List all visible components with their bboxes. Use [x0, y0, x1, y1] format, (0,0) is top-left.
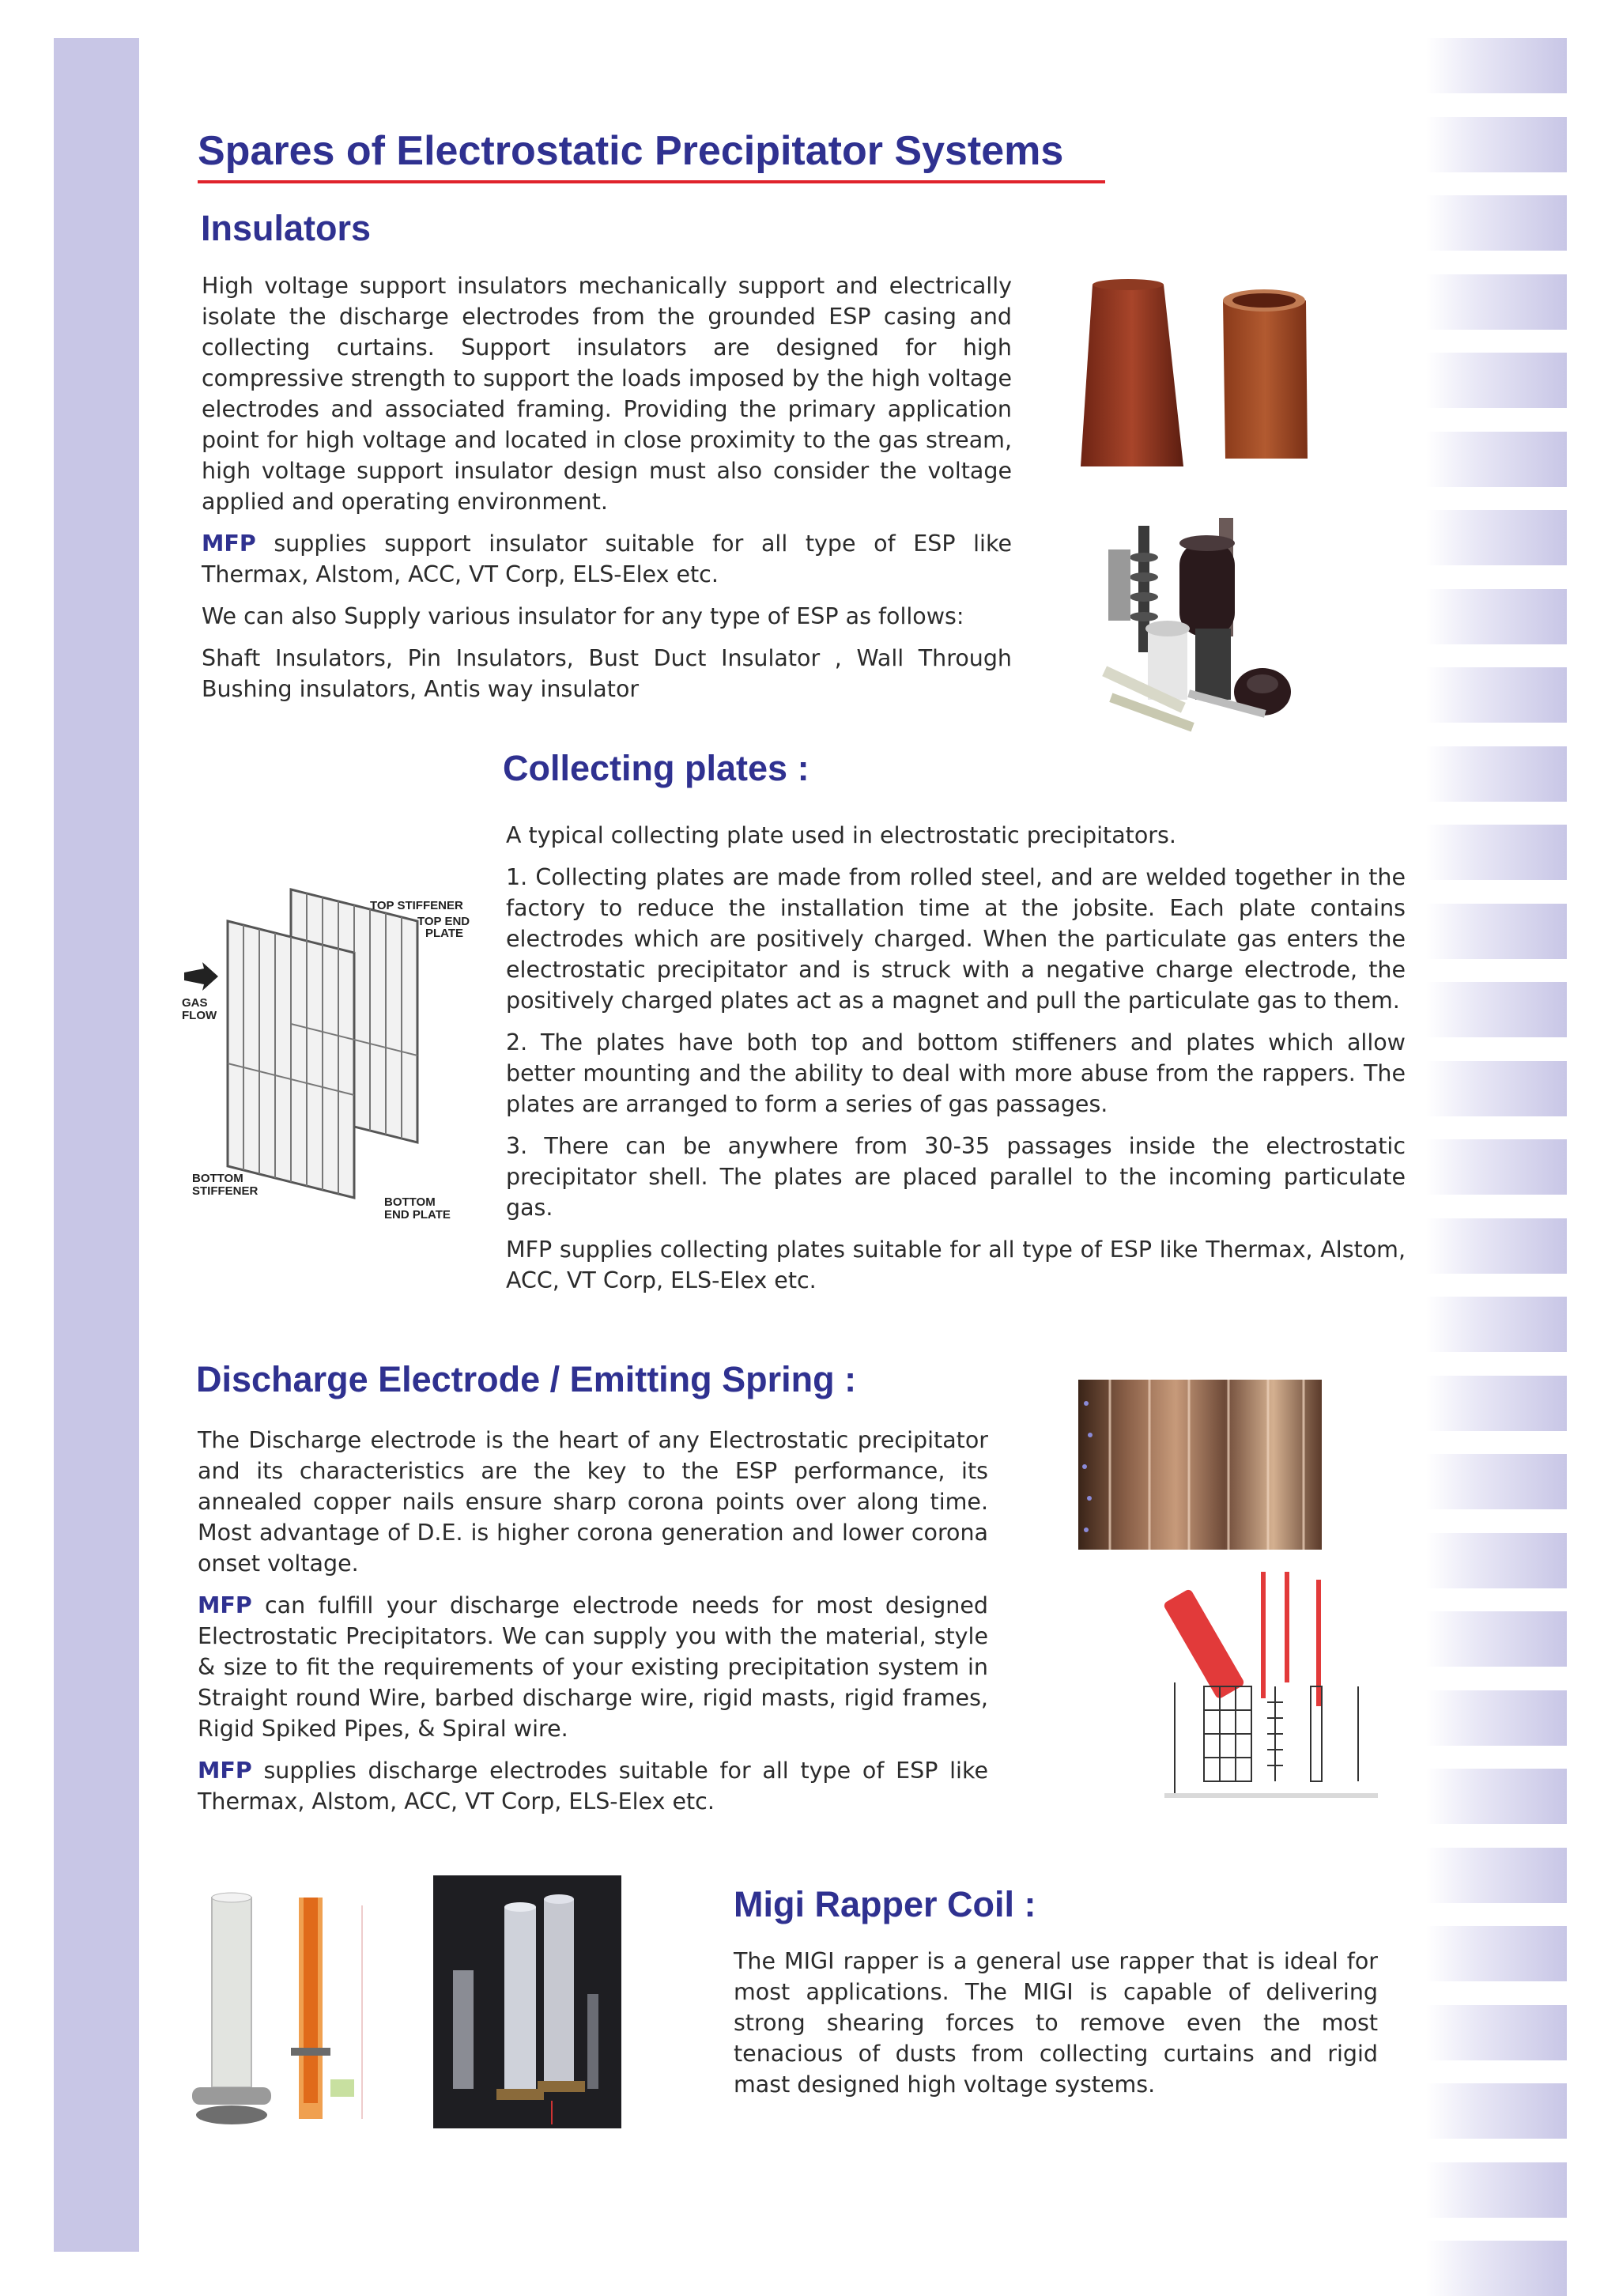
label-bottom-end-plate-1: BOTTOM: [384, 1195, 436, 1209]
migi-rapper-diagram: [188, 1890, 395, 2131]
decorative-stripe: [1426, 38, 1567, 93]
decorative-stripe: [1426, 1611, 1567, 1667]
decorative-stripe: [1426, 1926, 1567, 1981]
discharge-paragraph: The Discharge electrode is the heart of any Electrostatic precipitator and its characteristics are the key to the ESP performance, its annealed copper nails ensure sharp corona points over along time. Most advantage of D.E. is higher corona generation and lower corona onset voltage.: [198, 1427, 988, 1577]
label-top-end-plate-2: PLATE: [425, 927, 464, 940]
insulators-types-list: Shaft Insulators, Pin Insulators, Bust Duct Insulator , Wall Through Bushing insulators, Antis way insulator: [202, 645, 1012, 702]
decorative-stripe: [1426, 1690, 1567, 1746]
decorative-stripe: [1426, 2162, 1567, 2218]
insulators-paragraph: High voltage support insulators mechanically support and electrically isolate the discharge electrodes from the grounded ESP casing and collecting curtains. Support insulators are designed for high compressive strength to support the loads imposed by the high voltage electrodes and associated framing. Providing the primary application point for high voltage and located in close proximity to the gas stream, high voltage support insulator design must also consider the voltage applied and operating environment.: [202, 273, 1012, 515]
right-decorative-stripes: [1426, 38, 1568, 2252]
discharge-supply-paragraph: MFP supplies discharge electrodes suitable for all type of ESP like Thermax, Alstom, ACC, VT Corp, ELS-Elex etc.: [198, 1758, 988, 1815]
insulators-text: [202, 270, 1012, 716]
decorative-stripe: [1426, 667, 1567, 723]
decorative-stripe: [1426, 117, 1567, 172]
decorative-stripe: [1426, 1454, 1567, 1509]
label-top-end-plate-1: TOP END: [417, 915, 470, 928]
label-bottom-stiffener-2: STIFFENER: [192, 1184, 259, 1198]
label-gas-flow-1: GAS: [182, 996, 208, 1010]
migi-rapper-text: [734, 1946, 1378, 2111]
decorative-stripe: [1426, 432, 1567, 487]
insulators-supply-paragraph: MFP supplies support insulator suitable for all type of ESP like Thermax, Alstom, ACC, VT Corp, ELS-Elex etc.: [202, 531, 1012, 587]
label-gas-flow-2: FLOW: [182, 1009, 217, 1022]
collecting-plates-diagram: [180, 874, 481, 1225]
decorative-stripe: [1426, 1139, 1567, 1195]
left-decorative-bar: [54, 38, 139, 2252]
collecting-plates-heading: Collecting plates :: [503, 748, 810, 788]
collecting-plates-text: [506, 820, 1406, 1307]
assorted-insulators-image: [1093, 510, 1298, 747]
decorative-stripe: [1426, 1061, 1567, 1116]
insulators-heading: Insulators: [201, 208, 372, 248]
label-bottom-end-plate-2: END PLATE: [384, 1208, 451, 1222]
decorative-stripe: [1426, 195, 1567, 251]
mfp-label: MFP: [198, 1758, 252, 1784]
label-bottom-stiffener-1: BOTTOM: [192, 1172, 243, 1185]
decorative-stripe: [1426, 1769, 1567, 1824]
decorative-stripe: [1426, 2083, 1567, 2139]
migi-rapper-installation-photo: [433, 1875, 621, 2128]
discharge-electrodes-photo: [1078, 1380, 1322, 1550]
mfp-label: MFP: [202, 531, 256, 557]
decorative-stripe: [1426, 2005, 1567, 2060]
title-underline: [198, 180, 1105, 183]
discharge-electrode-text: [198, 1425, 988, 1828]
collecting-intro: A typical collecting plate used in electrostatic precipitators.: [506, 822, 1176, 848]
decorative-stripe: [1426, 2241, 1567, 2296]
decorative-stripe: [1426, 510, 1567, 565]
collecting-point-3: 3. There can be anywhere from 30-35 passages inside the electrostatic precipitator shell. The plates are placed parallel to the incoming particulate gas.: [506, 1133, 1406, 1221]
decorative-stripe: [1426, 825, 1567, 880]
decorative-stripe: [1426, 1376, 1567, 1431]
page-title: Spares of Electrostatic Precipitator Systems: [198, 128, 1064, 174]
discharge-electrode-types-image: [1160, 1564, 1391, 1864]
label-top-stiffener: TOP STIFFENER: [370, 899, 463, 912]
decorative-stripe: [1426, 1533, 1567, 1588]
decorative-stripe: [1426, 1297, 1567, 1352]
decorative-stripe: [1426, 982, 1567, 1037]
collecting-point-2: 2. The plates have both top and bottom stiffeners and plates which allow better mounting and the ability to deal with more abuse from the rappers. The plates are arranged to form a series of gas passages.: [506, 1029, 1406, 1117]
migi-rapper-heading: Migi Rapper Coil :: [734, 1884, 1036, 1924]
decorative-stripe: [1426, 746, 1567, 802]
decorative-stripe: [1426, 1218, 1567, 1274]
insulators-types-intro: We can also Supply various insulator for any type of ESP as follows:: [202, 603, 964, 629]
discharge-electrode-heading: Discharge Electrode / Emitting Spring :: [196, 1359, 857, 1399]
discharge-needs-paragraph: MFP can fulfill your discharge electrode needs for most designed Electrostatic Precipitators. We can supply you with the material, style & size to fit the requirements of your existing precipitation system in Straight round Wire, barbed discharge wire, rigid masts, rigid frames, Rigid Spiked Pipes, & Spiral wire.: [198, 1592, 988, 1742]
collecting-point-1: 1. Collecting plates are made from rolled steel, and are welded together in the factory to reduce the installation time at the jobsite. Each plate contains electrodes which are positively charged. When the particulate gas enters the electrostatic precipitator and is struck with a negative charge electrode, the positively charged plates act as a magnet and pull the particulate gas to them.: [506, 864, 1406, 1014]
decorative-stripe: [1426, 589, 1567, 644]
migi-rapper-paragraph: The MIGI rapper is a general use rapper that is ideal for most applications. The MIGI is capable of delivering strong shearing forces to remove even the most tenacious of dusts from collecting curtains and rigid mast designed high voltage systems.: [734, 1948, 1378, 2098]
decorative-stripe: [1426, 274, 1567, 330]
decorative-stripe: [1426, 353, 1567, 408]
decorative-stripe: [1426, 1848, 1567, 1903]
mfp-label: MFP: [198, 1592, 252, 1618]
collecting-supply: MFP supplies collecting plates suitable for all type of ESP like Thermax, Alstom, ACC, VT Corp, ELS-Elex etc.: [506, 1237, 1406, 1293]
decorative-stripe: [1426, 904, 1567, 959]
ceramic-insulators-image: [1077, 277, 1314, 474]
